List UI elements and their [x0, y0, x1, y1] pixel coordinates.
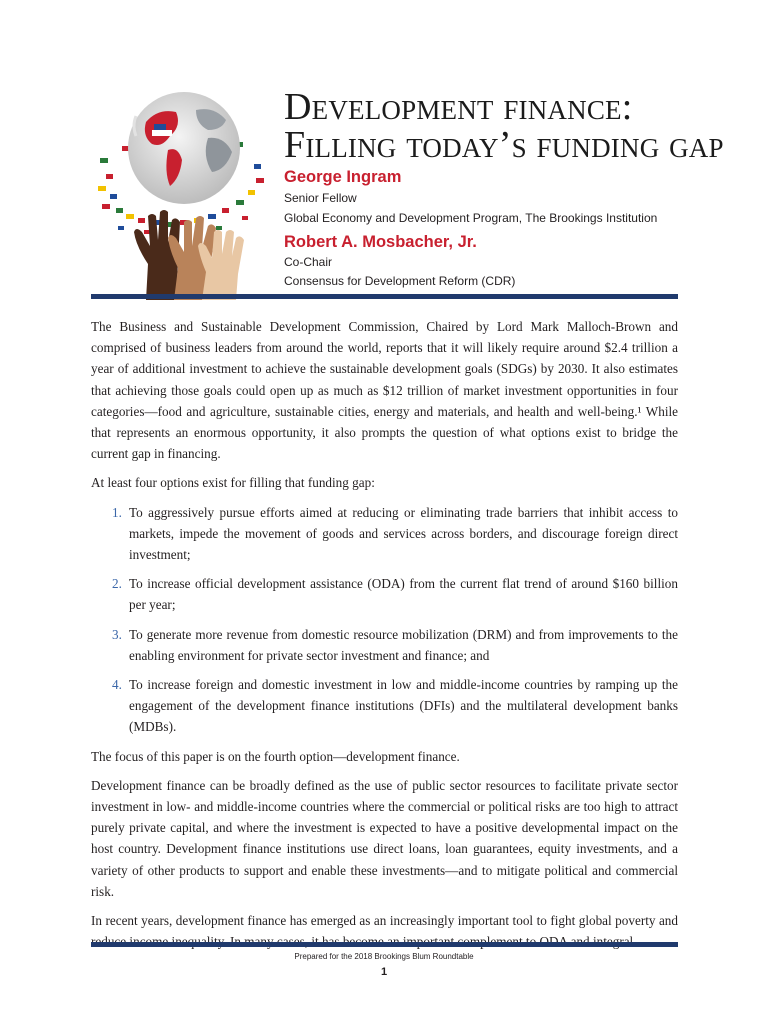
list-item	[91, 674, 678, 738]
list-number: 4.	[112, 677, 122, 693]
footer-note: Prepared for the 2018 Brookings Blum Roundtable	[294, 952, 474, 961]
list-item	[91, 624, 678, 666]
header-divider	[91, 294, 678, 299]
paragraph: At least four options exist for filling that funding gap:	[91, 475, 375, 491]
page-number: 1	[380, 966, 388, 978]
title-line-1: Development finance:	[284, 86, 633, 128]
list-number: 2.	[112, 576, 122, 592]
list-item	[91, 573, 678, 615]
paragraph: The Business and Sustainable Development Commission, Chaired by Lord Mark Malloch-Brown and comprised of business leaders from around the world, reports that it will likely require around $2.4 trillion a year of additional investment to achieve the sustainable development goals (SDGs) by 2030. It also estimates that achieving those goals could open up as much as $12 trillion of market investment opportunities in four categories—food and agriculture, sustainable cities, energy and materials, and health and well-being.¹ While that represents an enormous opportunity, it also prompts the question of what options exist to bridge the current gap in financing.	[91, 319, 678, 462]
list-number: 1.	[112, 504, 122, 520]
globe	[128, 92, 240, 204]
article-body	[91, 316, 678, 960]
list-text: To generate more revenue from domestic resource mobilization (DRM) and from improvements to the enabling environment for private sector investment and finance; and	[129, 626, 678, 663]
paragraph: The focus of this paper is on the fourth option—development finance.	[91, 748, 460, 764]
title-line-2: Filling today’s funding gap	[284, 124, 724, 166]
paragraph: In recent years, development finance has emerged as an increasingly important tool to fight global poverty and	[91, 913, 678, 929]
author-affiliation: Global Economy and Development Program, The Brookings Institution	[284, 211, 658, 225]
author-affiliation: Consensus for Development Reform (CDR)	[284, 274, 516, 288]
page-title	[284, 88, 724, 164]
options-list	[91, 502, 678, 738]
author-name: George Ingram	[284, 168, 402, 186]
list-text: To aggressively pursue efforts aimed at reducing or eliminating trade barriers that inhibit access to markets, impede the movement of goods and services across borders, and discourage foreign direct investment;	[129, 504, 678, 563]
list-text: To increase foreign and domestic investment in low and middle-income countries by ramping up the engagement of the development finance institutions (DFIs) and the multilateral development banks (MDBs).	[129, 677, 678, 735]
author-title: Senior Fellow	[284, 191, 357, 205]
paragraph: Development finance can be broadly defined as the use of public sector resources to facilitate private sector investment in low- and middle-income countries where the commercial or political risks are too high to attract purely private capital, and where the investment is expected to have a positive developmental impact on the host country. Development finance institutions use direct loans, loan guarantees, equity investments, and a variety of other products to support and enable these investments—and to mitigate political and commercial risk.	[91, 777, 678, 899]
list-item	[91, 502, 678, 566]
author-name: Robert A. Mosbacher, Jr.	[284, 233, 477, 251]
author-title: Co-Chair	[284, 255, 333, 269]
footer-divider	[91, 942, 678, 947]
globe-hands-illustration	[96, 86, 268, 300]
list-number: 3.	[112, 626, 122, 642]
reaching-hands	[134, 210, 244, 300]
list-text: To increase official development assistance (ODA) from the current flat trend of around $160 billion per year;	[129, 576, 678, 613]
